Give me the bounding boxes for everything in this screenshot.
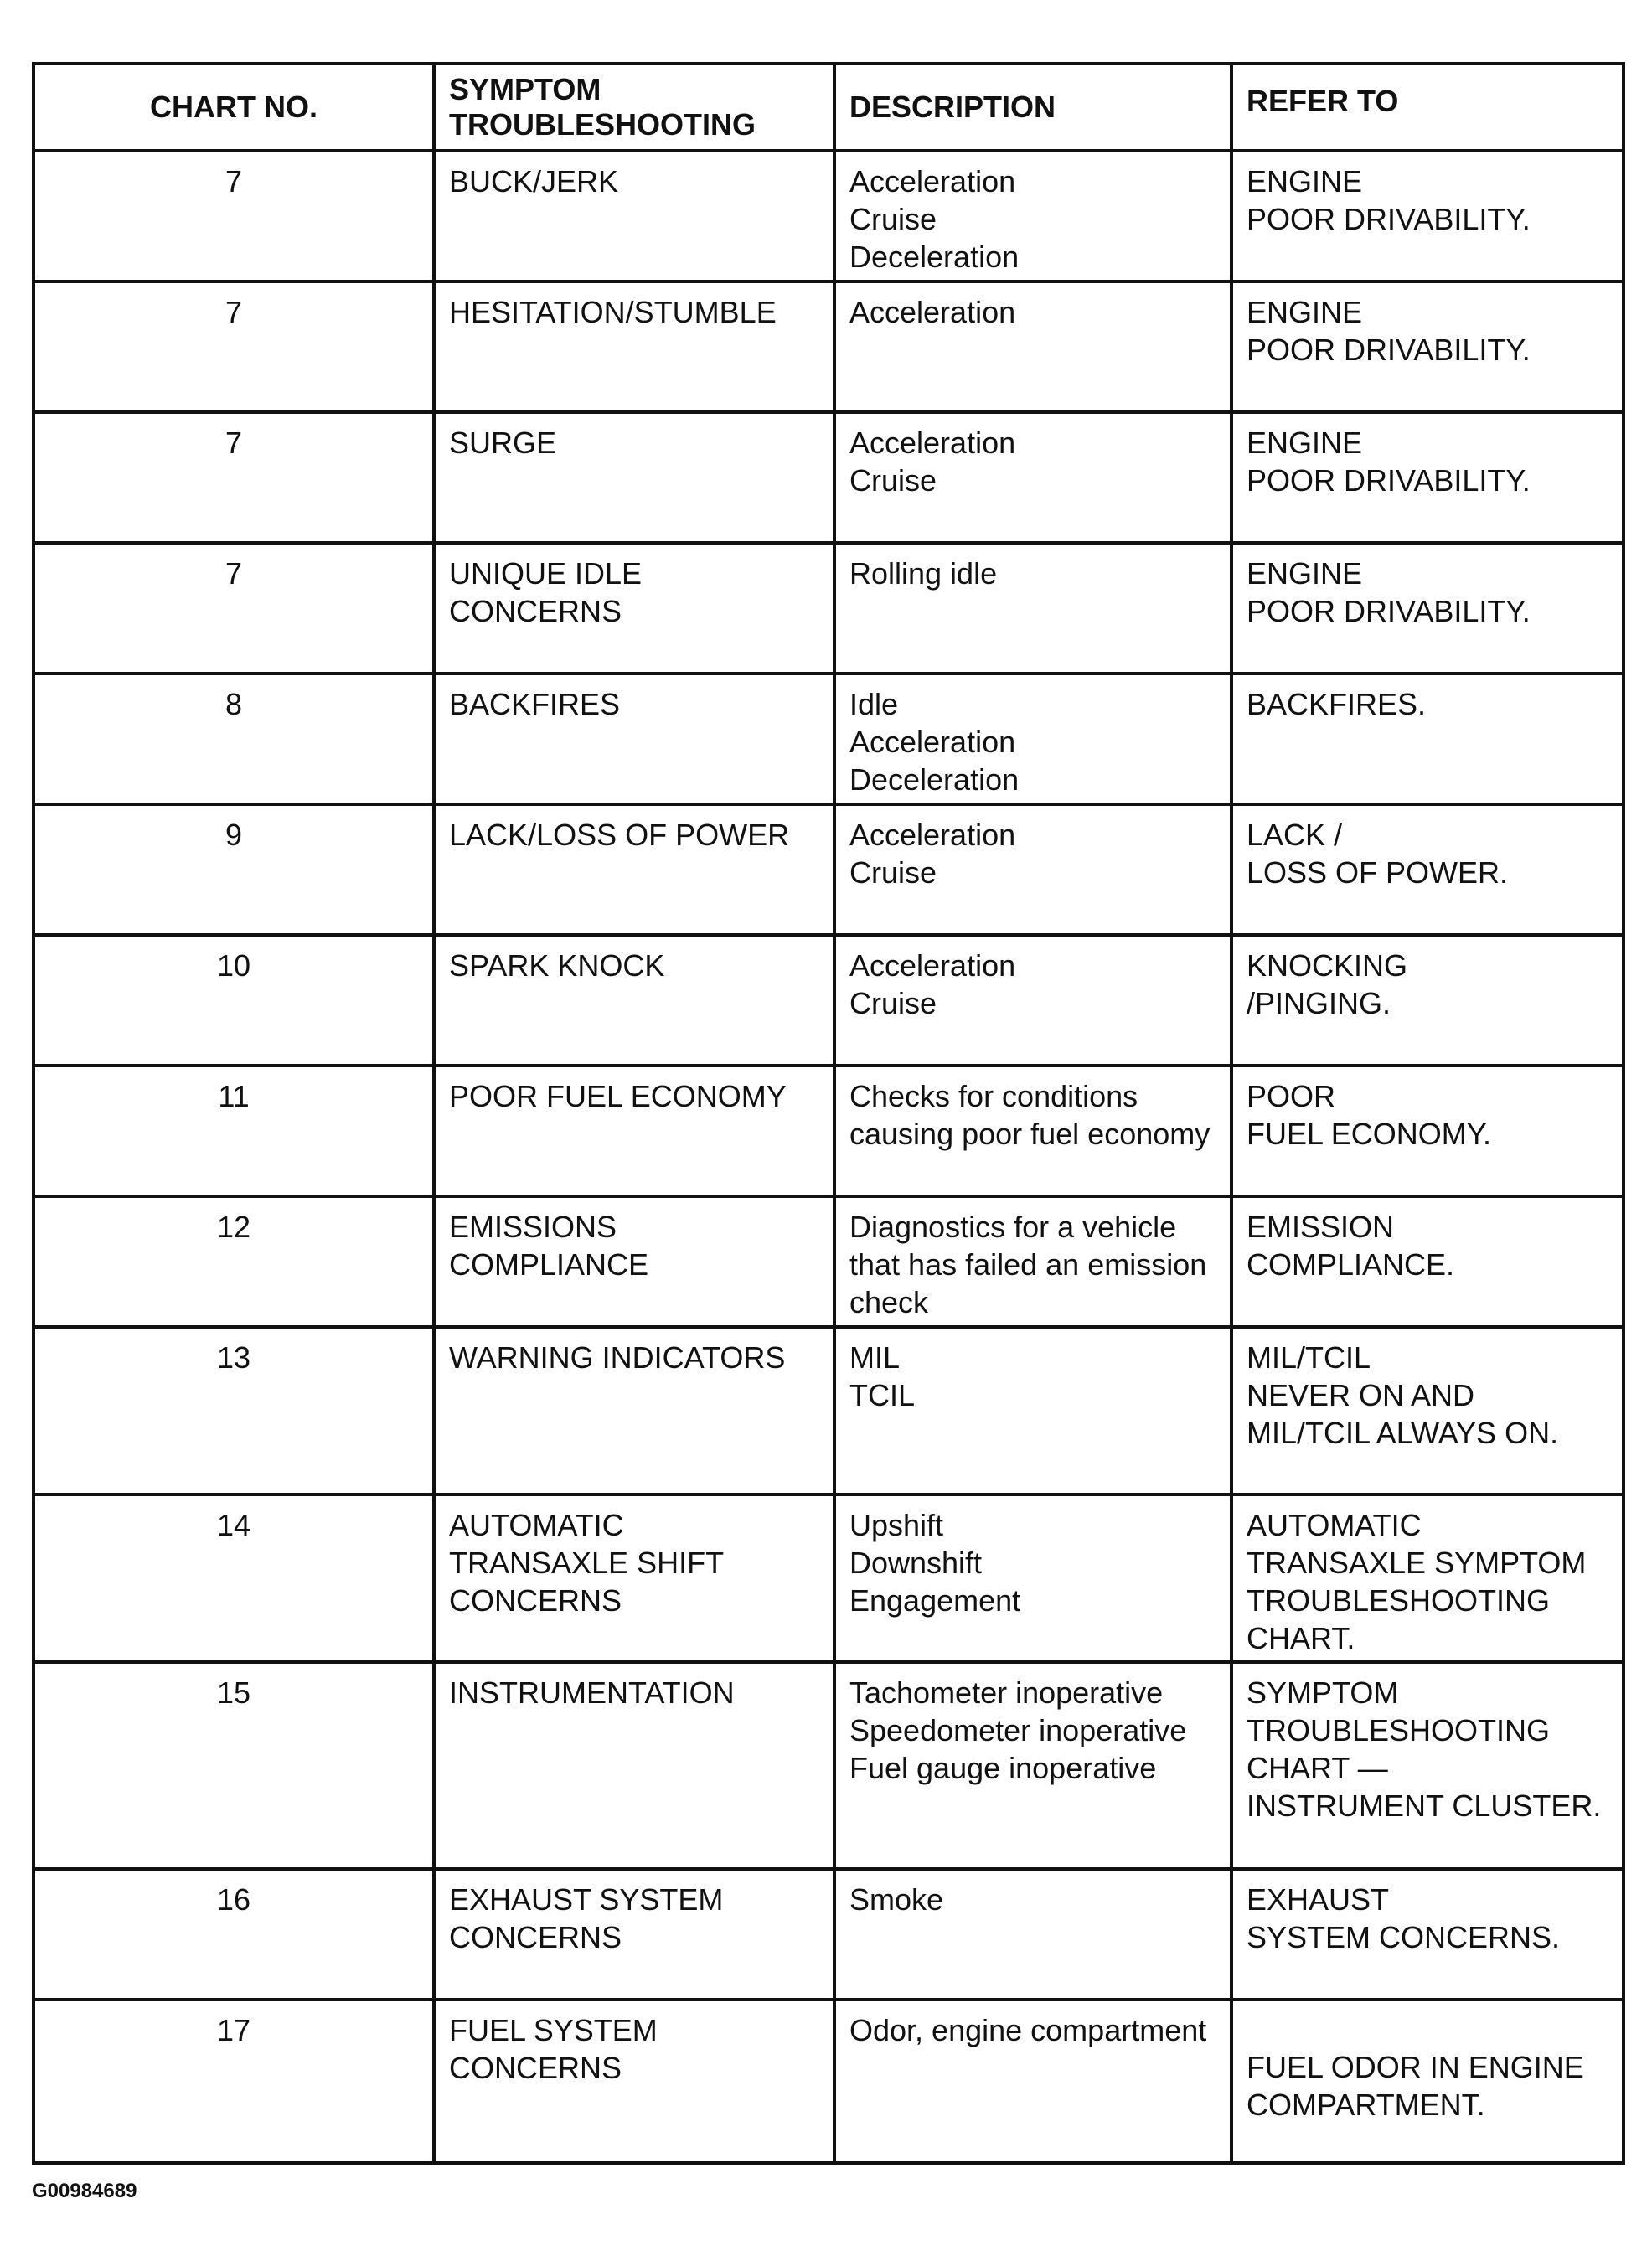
row-refer-to: ENGINE POOR DRIVABILITY. xyxy=(1233,152,1622,283)
row-symptom: LACK/LOSS OF POWER xyxy=(436,806,836,937)
row-refer-to: MIL/TCIL NEVER ON AND MIL/TCIL ALWAYS ON. xyxy=(1233,1329,1622,1496)
row-symptom: SURGE xyxy=(436,414,836,545)
row-description: MIL TCIL xyxy=(836,1329,1233,1496)
header-symptom-troubleshooting: SYMPTOM TROUBLESHOOTING xyxy=(436,65,836,152)
row-chart-no: 7 xyxy=(35,283,436,414)
row-description: Tachometer inoperative Speedometer inoperative Fuel gauge inoperative xyxy=(836,1664,1233,1871)
row-symptom: HESITATION/STUMBLE xyxy=(436,283,836,414)
row-refer-to: AUTOMATIC TRANSAXLE SYMPTOM TROUBLESHOOTING CHART. xyxy=(1233,1496,1622,1664)
row-description: Rolling idle xyxy=(836,545,1233,675)
row-description: Acceleration Cruise xyxy=(836,414,1233,545)
row-chart-no: 13 xyxy=(35,1329,436,1496)
row-refer-to: ENGINE POOR DRIVABILITY. xyxy=(1233,414,1622,545)
row-refer-to: POOR FUEL ECONOMY. xyxy=(1233,1067,1622,1198)
row-description: Odor, engine compartment xyxy=(836,2001,1233,2161)
row-chart-no: 12 xyxy=(35,1198,436,1329)
row-refer-to: FUEL ODOR IN ENGINE COMPARTMENT. xyxy=(1247,2050,1584,2122)
row-chart-no: 8 xyxy=(35,675,436,806)
row-chart-no: 14 xyxy=(35,1496,436,1664)
row-symptom: BUCK/JERK xyxy=(436,152,836,283)
row-symptom: BACKFIRES xyxy=(436,675,836,806)
row-refer-to: SYMPTOM TROUBLESHOOTING CHART — INSTRUMENT CLUSTER. xyxy=(1233,1664,1622,1871)
row-symptom: WARNING INDICATORS xyxy=(436,1329,836,1496)
row-refer-to: ENGINE POOR DRIVABILITY. xyxy=(1233,283,1622,414)
header-chart-no: CHART NO. xyxy=(35,65,436,152)
row-symptom: AUTOMATIC TRANSAXLE SHIFT CONCERNS xyxy=(436,1496,836,1664)
row-refer-to: EXHAUST SYSTEM CONCERNS. xyxy=(1233,1871,1622,2001)
row-chart-no: 11 xyxy=(35,1067,436,1198)
row-chart-no: 9 xyxy=(35,806,436,937)
row-description: Checks for conditions causing poor fuel economy xyxy=(836,1067,1233,1198)
row-chart-no: 7 xyxy=(35,152,436,283)
row-refer-to: EMISSION COMPLIANCE. xyxy=(1233,1198,1622,1329)
row-description: Upshift Downshift Engagement xyxy=(836,1496,1233,1664)
row-symptom: EMISSIONS COMPLIANCE xyxy=(436,1198,836,1329)
row-symptom: UNIQUE IDLE CONCERNS xyxy=(436,545,836,675)
row-chart-no: 10 xyxy=(35,937,436,1067)
row-chart-no: 16 xyxy=(35,1871,436,2001)
symptom-chart-table xyxy=(32,62,1625,2165)
figure-id-label: G00984689 xyxy=(32,2180,137,2202)
row-description: Acceleration Cruise Deceleration xyxy=(836,152,1233,283)
header-refer-to: REFER TO xyxy=(1233,65,1622,152)
row-description: Smoke xyxy=(836,1871,1233,2001)
header-description: DESCRIPTION xyxy=(836,65,1233,152)
row-refer-to: LACK / LOSS OF POWER. xyxy=(1233,806,1622,937)
row-symptom: POOR FUEL ECONOMY xyxy=(436,1067,836,1198)
row-chart-no: 7 xyxy=(35,414,436,545)
row-chart-no: 17 xyxy=(35,2001,436,2161)
row-refer-to: KNOCKING /PINGING. xyxy=(1233,937,1622,1067)
row-symptom: FUEL SYSTEM CONCERNS xyxy=(436,2001,836,2161)
row-symptom: EXHAUST SYSTEM CONCERNS xyxy=(436,1871,836,2001)
row-description: Idle Acceleration Deceleration xyxy=(836,675,1233,806)
row-description: Diagnostics for a vehicle that has failed an emission check xyxy=(836,1198,1233,1329)
row-description: Acceleration Cruise xyxy=(836,806,1233,937)
row-refer-to: ENGINE POOR DRIVABILITY. xyxy=(1233,545,1622,675)
row-description: Acceleration Cruise xyxy=(836,937,1233,1067)
row-refer-to: BACKFIRES. xyxy=(1233,675,1622,806)
row-chart-no: 15 xyxy=(35,1664,436,1871)
row-symptom: INSTRUMENTATION xyxy=(436,1664,836,1871)
row-symptom: SPARK KNOCK xyxy=(436,937,836,1067)
row-description: Acceleration xyxy=(836,283,1233,414)
row-chart-no: 7 xyxy=(35,545,436,675)
